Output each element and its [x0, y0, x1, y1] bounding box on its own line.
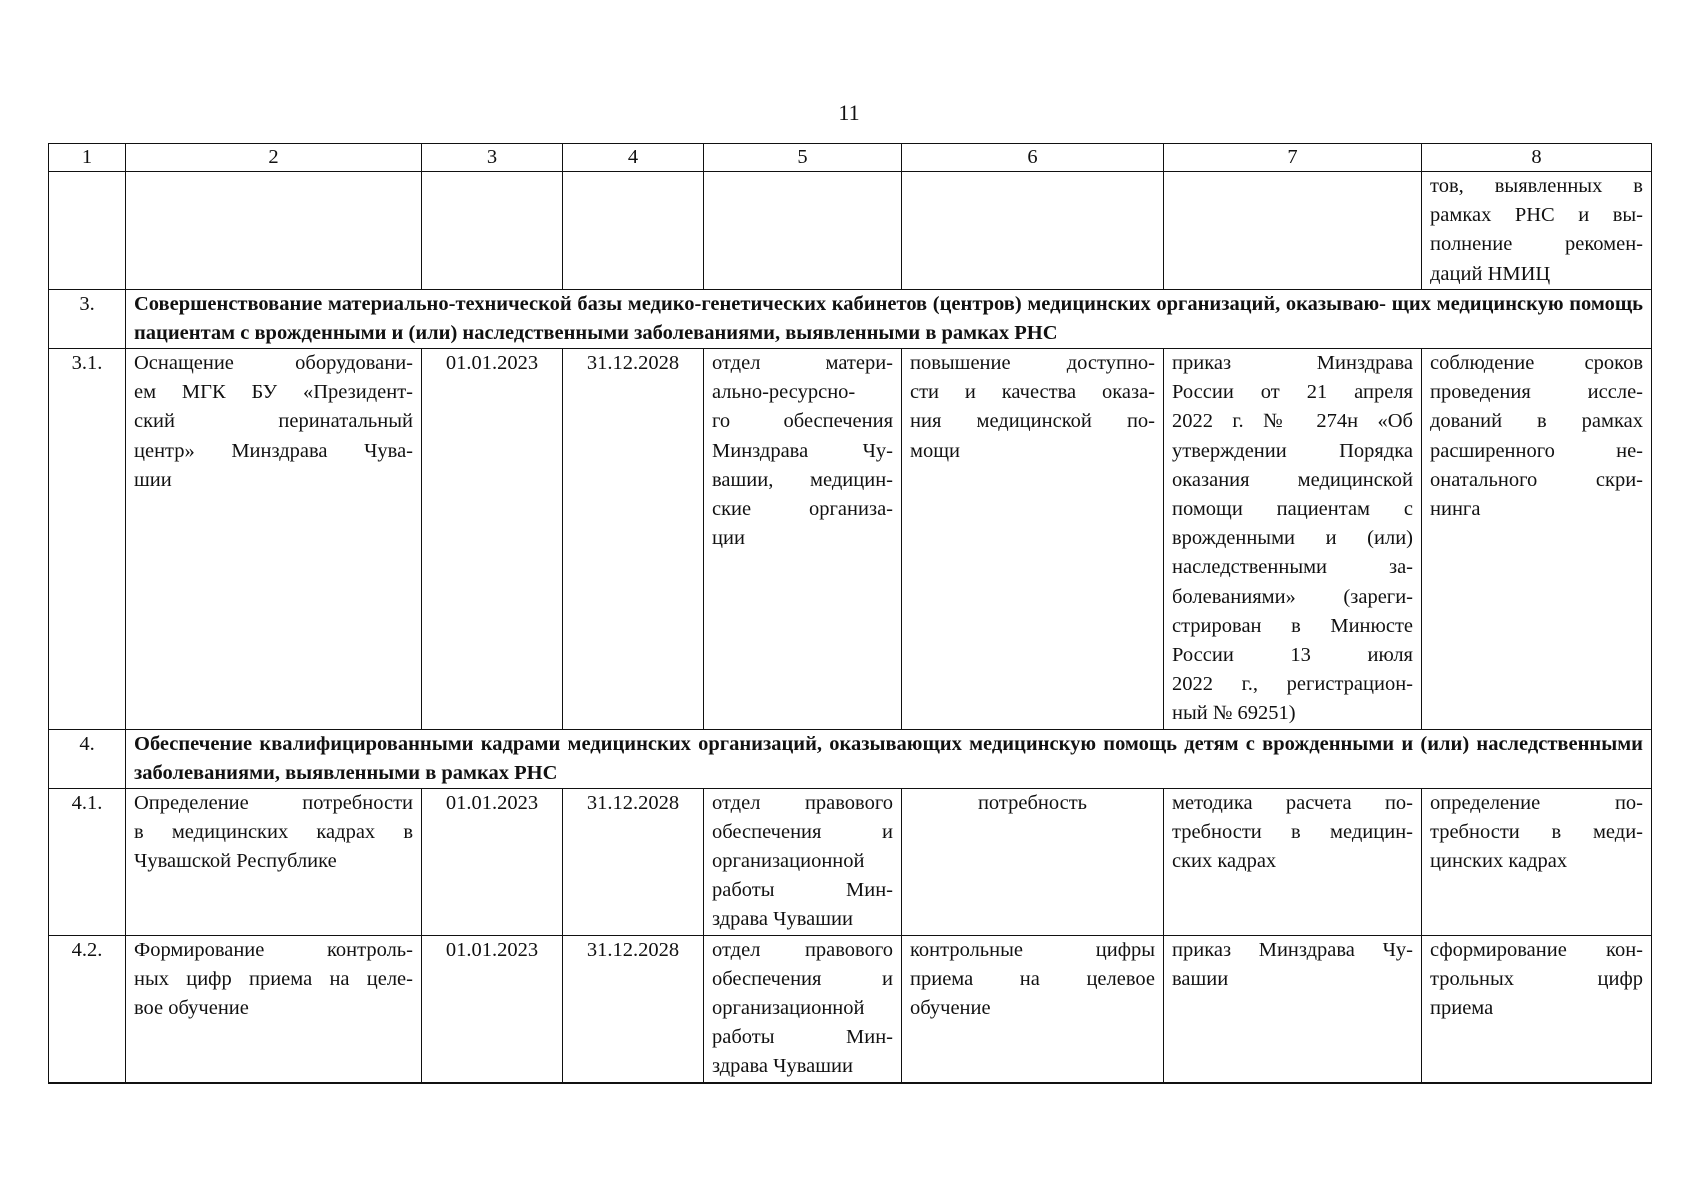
cell-line: ский перинатальный	[134, 410, 413, 433]
cell-line: вашии	[1172, 967, 1229, 990]
cell-line: России от 21 апреля	[1172, 381, 1413, 404]
cell-line: онатального скри-	[1430, 468, 1643, 491]
cell-line: утверждении Порядка	[1172, 439, 1413, 462]
cell-line: болеваниями» (зареги-	[1172, 585, 1413, 608]
cell-line: здрава Чувашии	[712, 1055, 853, 1078]
cell-line: наследственными за-	[1172, 556, 1413, 579]
cell-line: повышение доступно-	[910, 352, 1155, 374]
end-date: 31.12.2028	[563, 935, 704, 1083]
table-cell	[563, 172, 704, 290]
cell-line: требности в меди-	[1430, 820, 1643, 843]
end-date: 31.12.2028	[563, 349, 704, 730]
table-cell	[704, 172, 902, 290]
start-date: 01.01.2023	[422, 788, 563, 935]
section-number: 3.	[49, 290, 126, 349]
table-row	[49, 788, 1652, 935]
cell-line: ские организа-	[712, 498, 893, 521]
cell-line: приказ Минздрава Чу-	[1172, 938, 1413, 961]
header-row	[49, 144, 1652, 172]
result-cell	[902, 935, 1164, 1083]
start-date: 01.01.2023	[422, 349, 563, 730]
cell-line: ем МГК БУ «Президент-	[134, 381, 413, 404]
cell-line: нинга	[1430, 498, 1481, 521]
table-cell	[126, 172, 422, 290]
cell-line: работы Мин-	[712, 1026, 893, 1049]
cell-line: организационной	[712, 997, 865, 1020]
cell-line: приема	[1430, 997, 1494, 1020]
cell-line: Определение потребности	[134, 791, 413, 814]
cell-line: ный № 69251)	[1172, 702, 1296, 725]
cell-line: рамках РНС и вы-	[1430, 204, 1643, 227]
indicator-cell	[1422, 788, 1652, 935]
cell-line: требности в медицин-	[1172, 820, 1413, 843]
cell-line: даций НМИЦ	[1430, 262, 1551, 285]
measure-name-cell	[126, 349, 422, 730]
cell-line: ных цифр приема на целе-	[134, 967, 413, 990]
header-cell: 6	[902, 144, 1164, 172]
cell-line: сти и качества оказа-	[910, 381, 1155, 404]
cell-line: ния медицинской по-	[910, 410, 1155, 433]
cell-line: трольных цифр	[1430, 967, 1643, 990]
row-number: 4.2.	[49, 935, 126, 1083]
measure-name-cell	[126, 935, 422, 1083]
table-body	[49, 172, 1652, 1083]
result-cell	[902, 349, 1164, 730]
table-row	[49, 172, 1652, 290]
cell-line: помощи пациентам с	[1172, 498, 1413, 521]
page-number: 11	[838, 100, 860, 125]
responsible-cell	[704, 788, 902, 935]
measure-name-cell	[126, 788, 422, 935]
cell-line: здрава Чувашии	[712, 908, 853, 931]
plan-table	[48, 143, 1652, 1084]
section-row	[49, 290, 1652, 349]
cell-line: отдел правового	[712, 938, 893, 961]
cell-line: полнение рекомен-	[1430, 233, 1643, 256]
cell-line: соблюдение сроков	[1430, 352, 1643, 374]
cell-line: потребность	[977, 791, 1088, 814]
cell-line: обеспечения и	[712, 820, 893, 843]
table-cell	[422, 172, 563, 290]
cell-line: ских кадрах	[1172, 850, 1277, 873]
row-number: 3.1.	[49, 349, 126, 730]
section-number: 4.	[49, 729, 126, 788]
header-cell: 3	[422, 144, 563, 172]
cell-line: обучение	[910, 997, 991, 1020]
cell-line: 2022 г. № 274н «Об	[1172, 410, 1413, 433]
cell-line: го обеспечения	[712, 410, 893, 433]
cell-line: центр» Минздрава Чува-	[134, 439, 413, 462]
cell-line: стрирован в Минюсте	[1172, 614, 1413, 637]
cell-line: обеспечения и	[712, 967, 893, 990]
cell-line: отдел матери-	[712, 352, 893, 374]
responsible-cell	[704, 935, 902, 1083]
responsible-cell	[704, 349, 902, 730]
cell-line: расширенного не-	[1430, 439, 1643, 462]
cell-line: отдел правового	[712, 791, 893, 814]
header-cell: 5	[704, 144, 902, 172]
indicator-cell	[1422, 935, 1652, 1083]
cell-line: вашии, медицин-	[712, 468, 893, 491]
cell-line: врожденными и (или)	[1172, 527, 1413, 550]
cell-line: шии	[134, 468, 172, 491]
row-number: 4.1.	[49, 788, 126, 935]
cell-line: организационной	[712, 850, 865, 873]
cell-line: контрольные цифры	[910, 938, 1155, 961]
cell-line: работы Мин-	[712, 879, 893, 902]
cell-line: России 13 июля	[1172, 644, 1413, 667]
cell-line: Минздрава Чу-	[712, 439, 893, 462]
table-cell	[902, 172, 1164, 290]
cell-line: цинских кадрах	[1430, 850, 1568, 873]
document-cell	[1164, 349, 1422, 730]
start-date: 01.01.2023	[422, 935, 563, 1083]
document-cell	[1164, 788, 1422, 935]
cell-line: 2022 г., регистрацион-	[1172, 673, 1413, 696]
cell-line: вое обучение	[134, 997, 249, 1020]
table-cell	[49, 172, 126, 290]
table-row	[49, 935, 1652, 1083]
cell-line: Оснащение оборудовани-	[134, 352, 413, 374]
cell-line: ально-ресурсно-	[712, 381, 856, 404]
cell-line: приказ Минздрава	[1172, 352, 1413, 374]
continuation-indicator-cell	[1422, 172, 1652, 290]
section-title: Совершенствование материально-технической базы медико-генетических кабинетов (центров) медицинских организаций, оказываю- щих медицинскую помощь пациентам с врожденными и (или) наследственными заболеваниями, выявленными в рамках РНС	[126, 290, 1652, 349]
document-cell	[1164, 935, 1422, 1083]
cell-line: приема на целевое	[910, 967, 1155, 990]
result-cell	[902, 788, 1164, 935]
header-cell: 8	[1422, 144, 1652, 172]
cell-line: сформирование кон-	[1430, 938, 1643, 961]
table-row	[49, 349, 1652, 730]
cell-line: дований в рамках	[1430, 410, 1643, 433]
header-cell: 2	[126, 144, 422, 172]
table-cell	[1164, 172, 1422, 290]
cell-line: ции	[712, 527, 745, 550]
cell-line: методика расчета по-	[1172, 791, 1413, 814]
header-cell: 4	[563, 144, 704, 172]
cell-line: Чувашской Республике	[134, 850, 337, 873]
cell-line: оказания медицинской	[1172, 468, 1413, 491]
section-title: Обеспечение квалифицированными кадрами медицинских организаций, оказывающих медицинскую помощь детям с врожденными и (или) наследственными заболеваниями, выявленными в рамках РНС	[126, 729, 1652, 788]
indicator-cell	[1422, 349, 1652, 730]
section-row	[49, 729, 1652, 788]
cell-line: проведения иссле-	[1430, 381, 1643, 404]
cell-line: Формирование контроль-	[134, 938, 413, 961]
cell-line: определение по-	[1430, 791, 1643, 814]
cell-line: тов, выявленных в	[1430, 175, 1643, 197]
cell-line: мощи	[910, 439, 960, 462]
cell-line: в медицинских кадрах в	[134, 820, 413, 843]
header-cell: 7	[1164, 144, 1422, 172]
end-date: 31.12.2028	[563, 788, 704, 935]
header-cell: 1	[49, 144, 126, 172]
